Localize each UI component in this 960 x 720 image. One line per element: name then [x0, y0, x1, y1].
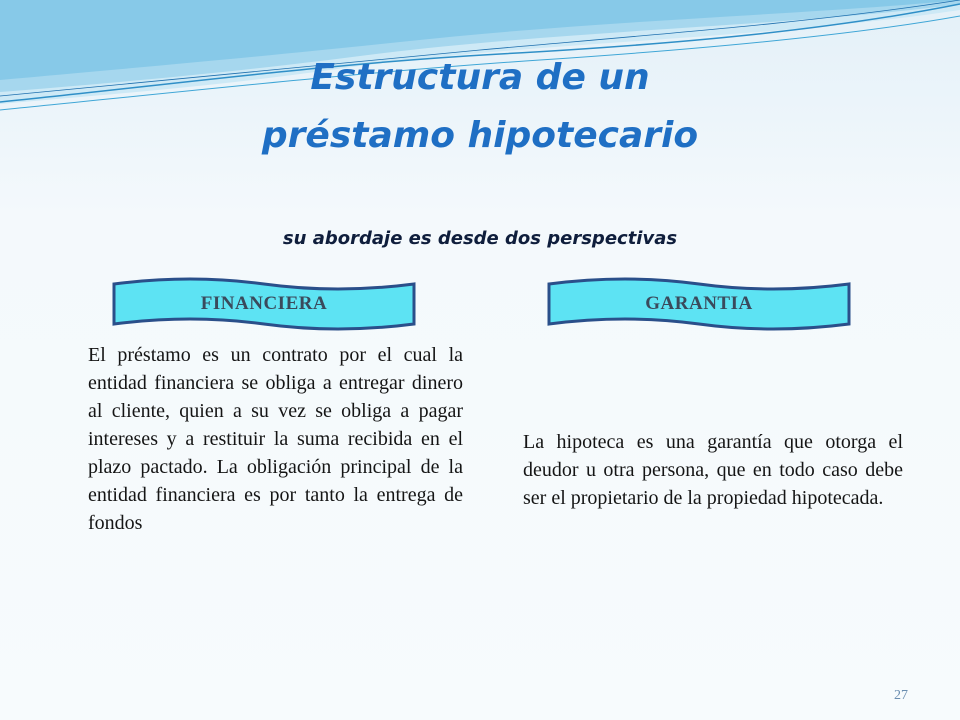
title-line-2: préstamo hipotecario [261, 115, 699, 156]
financiera-description: El préstamo es un contrato por el cual la entidad financiera se obliga a entregar dinero al cliente, quien a su vez se obliga a pagar intereses y a restituir la suma recibida en el plazo pactado. La obligación principal de la entidad financiera es por tanto la entrega de fondos [88, 344, 463, 534]
title-line-1: Estructura de un [310, 57, 650, 98]
garantia-description: La hipoteca es una garantía que otorga el deudor u otra persona, que en todo caso debe ser el propietario de la propiedad hipotecada. [523, 431, 903, 509]
banner-garantia [546, 276, 852, 332]
banner-financiera-label: FINANCIERA [200, 293, 328, 314]
banner-financiera [111, 276, 417, 332]
page-number: 27 [894, 688, 908, 703]
banner-garantia-label: GARANTIA [645, 293, 753, 314]
subtitle: su abordaje es desde dos perspectivas [282, 228, 678, 249]
